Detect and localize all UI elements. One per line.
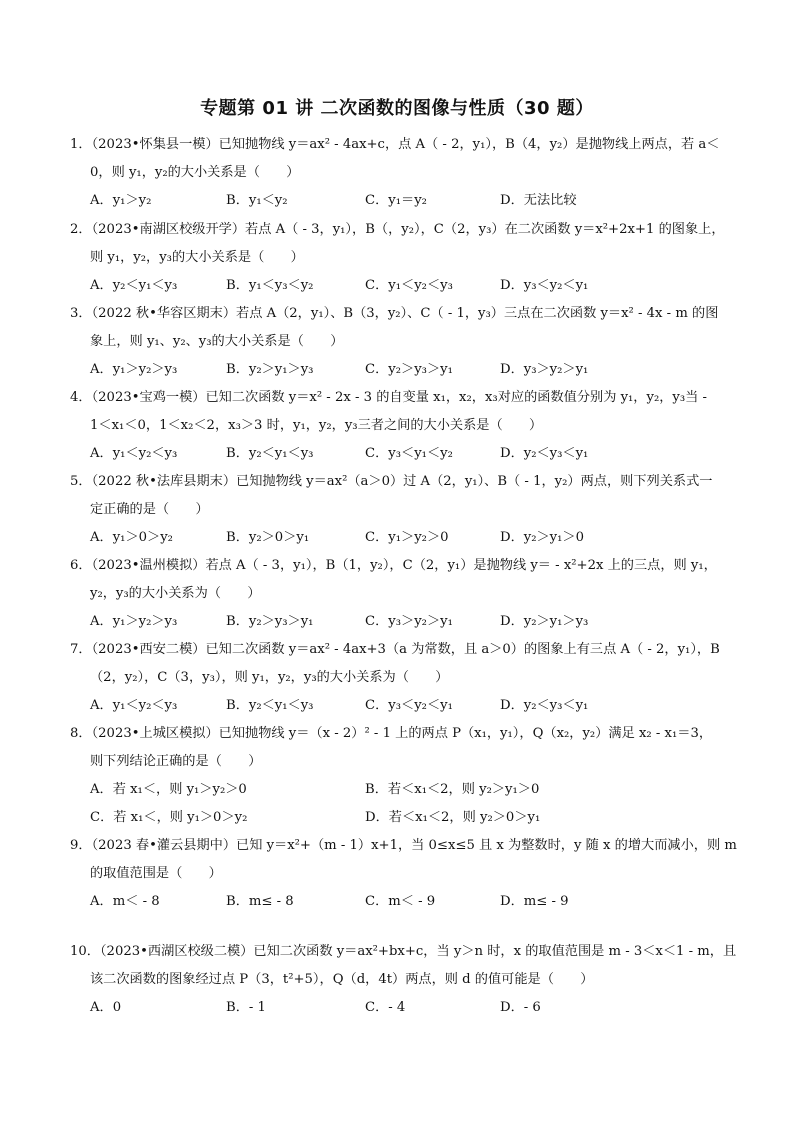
question-stem: 6．（2023•温州模拟）若点 A（ - 3，y₁），B（1，y₂），C（2，y₁）是抛物线 y＝ - x²+2x 上的三点，则 y₁， xyxy=(70,558,717,573)
option-a: A．y₁＜y₂＜y₃ xyxy=(90,446,178,461)
option-c: C．若 x₁＜，则 y₁＞0＞y₂ xyxy=(90,810,248,825)
option-c: C．y₁＜y₂＜y₃ xyxy=(365,278,453,293)
option-c: C．y₁＝y₂ xyxy=(365,193,427,208)
option-b: B．y₂＜y₁＜y₃ xyxy=(226,698,314,713)
question-stem: 该二次函数的图象经过点 P（3，t²+5），Q（d，4t）两点，则 d 的值可能是（ ） xyxy=(90,972,594,987)
question-options xyxy=(70,187,730,215)
option-b: B．y₁＜y₃＜y₂ xyxy=(226,278,314,293)
option-d: D．y₂＞y₁＞0 xyxy=(500,530,584,545)
option-c: C．m＜ - 9 xyxy=(365,894,436,909)
question-3 xyxy=(70,300,730,384)
option-a: A．0 xyxy=(90,1000,122,1015)
option-b: B．- 1 xyxy=(226,1000,266,1015)
question-stem: 2．（2023•南湖区校级开学）若点 A（ - 3，y₁），B（，y₂），C（2，y₃）在二次函数 y＝x²+2x+1 的图象上， xyxy=(70,222,725,237)
option-b: B．y₂＞0＞y₁ xyxy=(226,530,310,545)
question-stem: 1＜x₁＜0，1＜x₂＜2，x₃＞3 时，y₁，y₂，y₃三者之间的大小关系是（ ） xyxy=(90,418,543,433)
option-c: C．y₁＞y₂＞0 xyxy=(365,530,449,545)
page-title: 专题第 01 讲 二次函数的图像与性质（30 题） xyxy=(200,98,594,119)
question-stem: y₂，y₃的大小关系为（ ） xyxy=(90,586,261,601)
option-d: D．y₂＞y₁＞y₃ xyxy=(500,614,589,629)
option-a: A．m＜ - 8 xyxy=(90,894,160,909)
option-d: D．y₃＜y₂＜y₁ xyxy=(500,278,589,293)
question-2 xyxy=(70,216,730,300)
question-7 xyxy=(70,636,730,720)
question-stem: 8．（2023•上城区模拟）已知抛物线 y＝（x - 2）² - 1 上的两点 P（x₁，y₁），Q（x₂，y₂）满足 x₂ - x₁＝3， xyxy=(70,726,713,741)
question-stem: 0，则 y₁，y₂的大小关系是（ ） xyxy=(90,165,300,180)
option-b: B．y₂＜y₁＜y₃ xyxy=(226,446,314,461)
option-b: B．y₂＞y₁＞y₃ xyxy=(226,362,314,377)
option-b: B．y₂＞y₃＞y₁ xyxy=(226,614,314,629)
option-c: C．y₃＜y₁＜y₂ xyxy=(365,446,453,461)
question-options xyxy=(70,440,730,468)
question-options xyxy=(70,804,730,832)
option-b: B．y₁＜y₂ xyxy=(226,193,288,208)
option-c: C．- 4 xyxy=(365,1000,406,1015)
question-stem: 则 y₁，y₂，y₃的大小关系是（ ） xyxy=(90,250,304,265)
question-10 xyxy=(70,938,737,1022)
option-a: A．y₁＞0＞y₂ xyxy=(90,530,173,545)
question-stem: 1．（2023•怀集县一模）已知抛物线 y＝ax² - 4ax+c，点 A（ - 2，y₁），B（4，y₂）是抛物线上两点，若 a＜ xyxy=(70,137,720,152)
option-a: A．y₁＞y₂ xyxy=(90,193,152,208)
option-c: C．y₂＞y₃＞y₁ xyxy=(365,362,453,377)
question-stem: 9．（2023 春•灌云县期中）已知 y＝x²+（m - 1）x+1，当 0≤x≤5 且 x 为整数时，y 随 x 的增大而减小，则 m xyxy=(70,838,737,853)
question-stem: 10．（2023•西湖区校级二模）已知二次函数 y＝ax²+bx+c，当 y＞n 时，x 的取值范围是 m - 3＜x＜1 - m，且 xyxy=(70,944,737,959)
option-d: D．- 6 xyxy=(500,1000,541,1015)
option-d: D．若＜x₁＜2，则 y₂＞0＞y₁ xyxy=(365,810,541,825)
question-stem: 7．（2023•西安二模）已知二次函数 y＝ax² - 4ax+3（a 为常数，且 a＞0）的图象上有三点 A（ - 2，y₁），B xyxy=(70,642,720,657)
question-stem: 5．（2022 秋•法库县期末）已知抛物线 y＝ax²（a＞0）过 A（2，y₁）、B（ - 1，y₂）两点，则下列关系式一 xyxy=(70,474,713,489)
question-1 xyxy=(70,131,730,215)
question-stem: （2，y₂），C（3，y₃），则 y₁，y₂，y₃的大小关系为（ ） xyxy=(90,670,449,685)
question-options xyxy=(70,272,730,300)
question-6 xyxy=(70,552,730,636)
option-d: D．y₂＜y₃＜y₁ xyxy=(500,446,589,461)
question-8 xyxy=(70,720,730,832)
option-d: D．m≤ - 9 xyxy=(500,894,569,909)
option-a: A．若 x₁＜，则 y₁＞y₂＞0 xyxy=(90,782,247,797)
question-options xyxy=(70,692,730,720)
option-a: A．y₁＜y₂＜y₃ xyxy=(90,698,178,713)
question-stem: 3．（2022 秋•华容区期末）若点 A（2，y₁）、B（3，y₂）、C（ - 1，y₃）三点在二次函数 y＝x² - 4x - m 的图 xyxy=(70,306,719,321)
option-d: D．无法比较 xyxy=(500,193,577,208)
question-options xyxy=(70,776,730,804)
question-options xyxy=(70,356,730,384)
question-stem: 则下列结论正确的是（ ） xyxy=(90,754,262,769)
option-c: C．y₃＜y₂＜y₁ xyxy=(365,698,453,713)
question-stem: 的取值范围是（ ） xyxy=(90,866,222,881)
option-c: C．y₃＞y₂＞y₁ xyxy=(365,614,453,629)
question-options xyxy=(70,888,730,916)
question-options xyxy=(70,994,730,1022)
question-options xyxy=(70,608,730,636)
question-stem: 定正确的是（ ） xyxy=(90,502,209,517)
question-stem: 4．（2023•宝鸡一模）已知二次函数 y＝x² - 2x - 3 的自变量 x₁，x₂，x₃对应的函数值分别为 y₁，y₂，y₃当 - xyxy=(70,390,707,405)
option-b: B．m≤ - 8 xyxy=(226,894,294,909)
question-9 xyxy=(70,832,737,916)
question-5 xyxy=(70,468,730,552)
option-a: A．y₁＞y₂＞y₃ xyxy=(90,614,178,629)
question-4 xyxy=(70,384,730,468)
option-b: B．若＜x₁＜2，则 y₂＞y₁＞0 xyxy=(365,782,540,797)
option-d: D．y₂＜y₃＜y₁ xyxy=(500,698,589,713)
option-a: A．y₁＞y₂＞y₃ xyxy=(90,362,178,377)
option-d: D．y₃＞y₂＞y₁ xyxy=(500,362,589,377)
question-stem: 象上，则 y₁、y₂、y₃的大小关系是（ ） xyxy=(90,334,344,349)
question-options xyxy=(70,524,730,552)
option-a: A．y₂＜y₁＜y₃ xyxy=(90,278,178,293)
